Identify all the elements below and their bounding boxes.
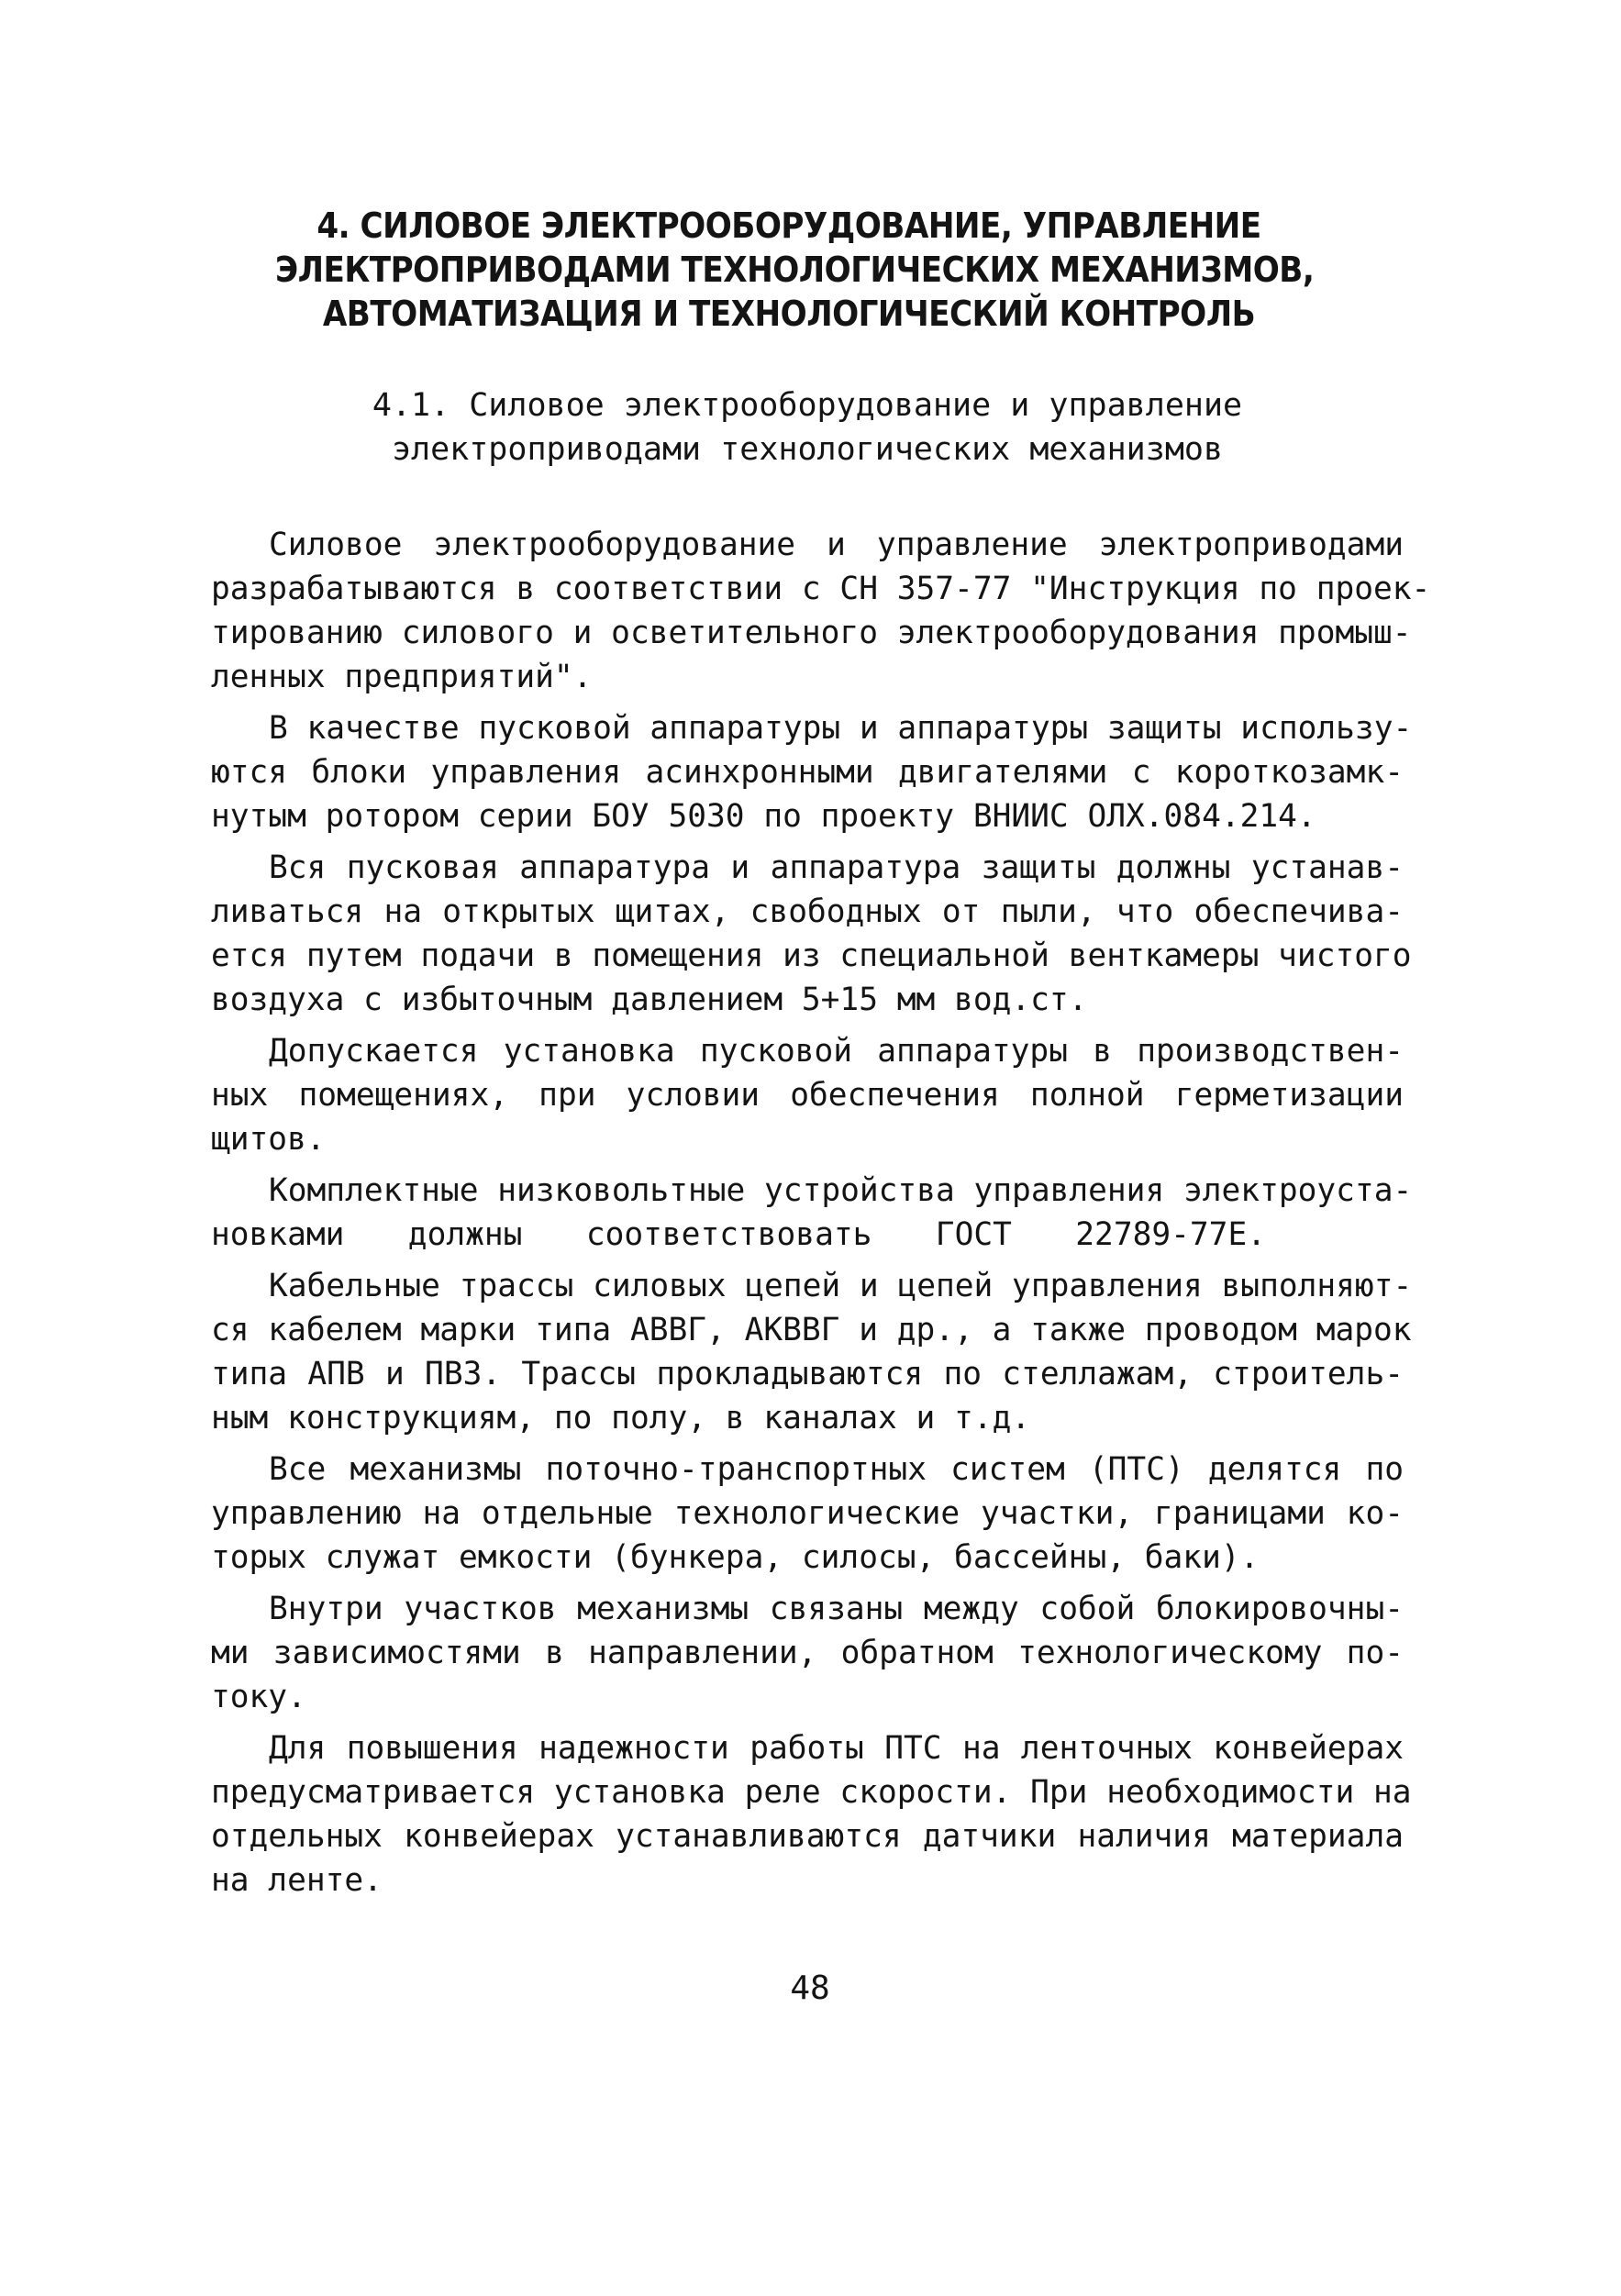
text-line: торых служат емкости (бункера, силосы, бассейны, баки). (211, 1539, 1260, 1576)
text-line: ленных предприятий". (211, 659, 593, 695)
page-number: 48 (790, 1969, 830, 2007)
text-line: Внутри участков механизмы связаны между собой блокировочны- (269, 1591, 1404, 1627)
paragraph-cable-routes (211, 1264, 1413, 1440)
text-line: ливаться на открытых щитах, свободных от пыли, что обеспечива- (211, 893, 1404, 930)
text-line: разрабатываются в соответствии с СН 357-77 "Инструкция по проек- (211, 571, 1431, 607)
text-line: щитов. (211, 1121, 326, 1158)
text-line: ется путем подачи в помещения из специальной венткамеры чистого (211, 937, 1412, 974)
text-line: Все механизмы поточно-транспортных систем (ПТС) делятся по (269, 1451, 1404, 1488)
text-line: новками должны соответствовать ГОСТ 22789-77Е. (211, 1216, 1266, 1253)
text-line: ным конструкциям, по полу, в каналах и т.д. (211, 1400, 1031, 1436)
chapter-title (275, 204, 1315, 336)
text-line: предусматривается установка реле скорости. При необходимости на (211, 1774, 1412, 1811)
text-line: Для повышения надежности работы ПТС на ленточных конвейерах (269, 1730, 1404, 1767)
paragraph-open-panels (211, 846, 1412, 1022)
text-line: Кабельные трассы силовых цепей и цепей управления выполняют- (269, 1268, 1413, 1304)
section-title-line: 4.1. Силовое электрооборудование и управление (372, 387, 1243, 424)
text-line: Силовое электрооборудование и управление электроприводами (269, 527, 1404, 563)
chapter-title-line: ЭЛЕКТРОПРИВОДАМИ ТЕХНОЛОГИЧЕСКИХ МЕХАНИЗМОВ, (275, 250, 1315, 290)
text-line: нутым ротором серии БОУ 5030 по проекту ВНИИС ОЛХ.084.214. (211, 798, 1316, 835)
paragraph-speed-relays (211, 1726, 1412, 1902)
chapter-title-line: 4. СИЛОВОЕ ЭЛЕКТРООБОРУДОВАНИЕ, УПРАВЛЕНИЕ (316, 205, 1261, 246)
text-line: на ленте. (211, 1862, 383, 1899)
text-line: току. (211, 1679, 306, 1715)
paragraph-power-equipment (211, 523, 1431, 699)
text-line: тированию силового и осветительного электрооборудования промыш- (211, 615, 1412, 651)
text-line: отдельных конвейерах устанавливаются датчики наличия материала (211, 1818, 1404, 1855)
text-line: ются блоки управления асинхронными двигателями с короткозамк- (211, 754, 1404, 791)
text-line: ми зависимостями в направлении, обратном технологическому по- (211, 1635, 1404, 1671)
text-line: типа АПВ и ПВЗ. Трассы прокладываются по стеллажам, строитель- (211, 1356, 1404, 1392)
text-line: управлению на отдельные технологические участки, границами ко- (211, 1495, 1404, 1532)
paragraph-starting-equipment (211, 706, 1413, 838)
paragraph-interlocking (211, 1587, 1404, 1719)
paragraph-installation-allowed (211, 1029, 1404, 1161)
text-line: воздуха с избыточным давлением 5+15 мм вод.ст. (211, 982, 1088, 1018)
paragraph-pts-sections (211, 1447, 1404, 1580)
body-text (211, 523, 1431, 1910)
text-line: Вся пусковая аппаратура и аппаратура защиты должны устанав- (269, 849, 1404, 886)
section-title (367, 383, 1248, 471)
text-line: В качестве пусковой аппаратуры и аппаратуры защиты использу- (269, 710, 1413, 747)
text-line: ных помещениях, при условии обеспечения полной герметизации (211, 1077, 1404, 1114)
text-line: Комплектные низковольтные устройства управления электроуста- (269, 1172, 1413, 1209)
chapter-title-line: АВТОМАТИЗАЦИЯ И ТЕХНОЛОГИЧЕСКИЙ КОНТРОЛЬ (322, 294, 1256, 334)
text-line: Допускается установка пусковой аппаратуры в производствен- (269, 1033, 1404, 1070)
text-line: ся кабелем марки типа АВВГ, АКВВГ и др., а также проводом марок (211, 1312, 1412, 1348)
paragraph-lv-devices (211, 1169, 1413, 1257)
section-title-line: электроприводами технологических механизмов (391, 431, 1224, 468)
